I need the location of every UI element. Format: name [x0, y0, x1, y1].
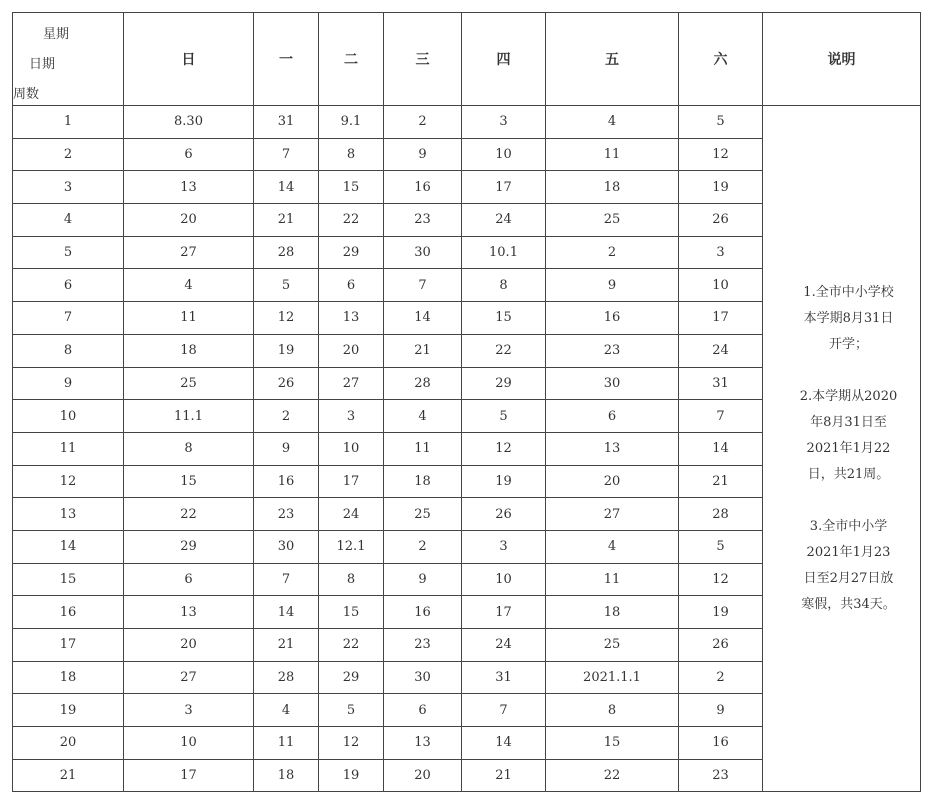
date-cell: 19	[679, 171, 763, 204]
day-header-friday: 五	[546, 13, 679, 106]
date-cell: 6	[546, 400, 679, 433]
date-cell: 30	[384, 661, 462, 694]
date-cell: 4	[254, 694, 319, 727]
date-cell: 11	[254, 727, 319, 760]
date-cell: 7	[679, 400, 763, 433]
date-cell: 23	[679, 759, 763, 792]
date-cell: 24	[462, 204, 546, 237]
corner-label-weekday: 星期	[43, 27, 70, 42]
date-cell: 19	[254, 334, 319, 367]
week-number-cell: 19	[13, 694, 124, 727]
week-number-cell: 9	[13, 367, 124, 400]
date-cell: 10	[679, 269, 763, 302]
date-cell: 19	[462, 465, 546, 498]
date-cell: 9	[679, 694, 763, 727]
date-cell: 26	[679, 629, 763, 662]
date-cell: 29	[319, 661, 384, 694]
date-cell: 3	[319, 400, 384, 433]
date-cell: 27	[124, 236, 254, 269]
date-cell: 3	[462, 106, 546, 139]
date-cell: 14	[384, 302, 462, 335]
date-cell: 20	[384, 759, 462, 792]
date-cell: 28	[384, 367, 462, 400]
date-cell: 3	[462, 530, 546, 563]
date-cell: 11	[124, 302, 254, 335]
note-line: 2021年1月23	[806, 544, 891, 560]
date-cell: 12.1	[319, 530, 384, 563]
week-number-cell: 10	[13, 400, 124, 433]
date-cell: 2021.1.1	[546, 661, 679, 694]
date-cell: 24	[319, 498, 384, 531]
date-cell: 10	[124, 727, 254, 760]
date-cell: 21	[384, 334, 462, 367]
date-cell: 15	[462, 302, 546, 335]
day-header-monday: 一	[254, 13, 319, 106]
week-number-cell: 3	[13, 171, 124, 204]
date-cell: 20	[546, 465, 679, 498]
date-cell: 22	[319, 204, 384, 237]
date-cell: 10	[462, 138, 546, 171]
date-cell: 29	[319, 236, 384, 269]
date-cell: 9.1	[319, 106, 384, 139]
week-number-cell: 11	[13, 432, 124, 465]
date-cell: 15	[124, 465, 254, 498]
date-cell: 8	[319, 138, 384, 171]
note-spacer	[777, 358, 920, 384]
date-cell: 8	[462, 269, 546, 302]
date-cell: 26	[462, 498, 546, 531]
date-cell: 6	[319, 269, 384, 302]
date-cell: 24	[679, 334, 763, 367]
date-cell: 8.30	[124, 106, 254, 139]
corner-label-week-number: 周数	[13, 87, 40, 102]
date-cell: 16	[384, 171, 462, 204]
date-cell: 2	[384, 530, 462, 563]
date-cell: 23	[254, 498, 319, 531]
date-cell: 7	[254, 138, 319, 171]
date-cell: 19	[319, 759, 384, 792]
week-number-cell: 13	[13, 498, 124, 531]
date-cell: 30	[384, 236, 462, 269]
date-cell: 10	[319, 432, 384, 465]
date-cell: 15	[319, 171, 384, 204]
day-header-wednesday: 三	[384, 13, 462, 106]
note-line: 日至2月27日放	[803, 570, 894, 586]
date-cell: 13	[319, 302, 384, 335]
date-cell: 6	[124, 138, 254, 171]
day-header-saturday: 六	[679, 13, 763, 106]
date-cell: 18	[384, 465, 462, 498]
week-number-cell: 21	[13, 759, 124, 792]
day-header-tuesday: 二	[319, 13, 384, 106]
notes-header: 说明	[763, 13, 921, 106]
date-cell: 16	[384, 596, 462, 629]
day-header-thursday: 四	[462, 13, 546, 106]
note-line: 3.全市中小学	[809, 518, 888, 534]
date-cell: 11	[546, 138, 679, 171]
date-cell: 13	[546, 432, 679, 465]
date-cell: 7	[254, 563, 319, 596]
date-cell: 27	[319, 367, 384, 400]
date-cell: 8	[124, 432, 254, 465]
date-cell: 2	[546, 236, 679, 269]
date-cell: 18	[546, 596, 679, 629]
note-line: 2021年1月22	[806, 440, 891, 456]
date-cell: 12	[319, 727, 384, 760]
week-number-cell: 12	[13, 465, 124, 498]
date-cell: 17	[462, 171, 546, 204]
date-cell: 23	[384, 629, 462, 662]
week-number-cell: 7	[13, 302, 124, 335]
date-cell: 29	[124, 530, 254, 563]
date-cell: 25	[546, 204, 679, 237]
date-cell: 29	[462, 367, 546, 400]
date-cell: 7	[462, 694, 546, 727]
date-cell: 8	[546, 694, 679, 727]
date-cell: 11	[546, 563, 679, 596]
header-row	[13, 13, 921, 106]
date-cell: 25	[546, 629, 679, 662]
table-row	[13, 106, 921, 139]
date-cell: 10.1	[462, 236, 546, 269]
date-cell: 18	[254, 759, 319, 792]
date-cell: 22	[462, 334, 546, 367]
date-cell: 25	[384, 498, 462, 531]
date-cell: 18	[546, 171, 679, 204]
date-cell: 21	[254, 629, 319, 662]
date-cell: 27	[546, 498, 679, 531]
date-cell: 30	[546, 367, 679, 400]
date-cell: 14	[254, 596, 319, 629]
date-cell: 15	[319, 596, 384, 629]
date-cell: 6	[384, 694, 462, 727]
notes-cell	[763, 106, 921, 792]
date-cell: 9	[384, 138, 462, 171]
date-cell: 28	[254, 236, 319, 269]
date-cell: 8	[319, 563, 384, 596]
date-cell: 16	[254, 465, 319, 498]
corner-header-cell	[13, 13, 124, 106]
day-header-sunday: 日	[124, 13, 254, 106]
date-cell: 31	[254, 106, 319, 139]
date-cell: 25	[124, 367, 254, 400]
date-cell: 20	[124, 204, 254, 237]
date-cell: 18	[124, 334, 254, 367]
date-cell: 17	[679, 302, 763, 335]
date-cell: 24	[462, 629, 546, 662]
week-number-cell: 8	[13, 334, 124, 367]
date-cell: 12	[254, 302, 319, 335]
note-line: 本学期8月31日	[803, 310, 894, 326]
date-cell: 22	[124, 498, 254, 531]
date-cell: 7	[384, 269, 462, 302]
date-cell: 9	[384, 563, 462, 596]
date-cell: 19	[679, 596, 763, 629]
date-cell: 31	[462, 661, 546, 694]
date-cell: 17	[124, 759, 254, 792]
date-cell: 12	[679, 138, 763, 171]
corner-label-date: 日期	[29, 57, 56, 72]
calendar-body	[13, 106, 921, 792]
date-cell: 14	[679, 432, 763, 465]
date-cell: 12	[462, 432, 546, 465]
date-cell: 11	[384, 432, 462, 465]
date-cell: 21	[254, 204, 319, 237]
week-number-cell: 17	[13, 629, 124, 662]
date-cell: 2	[254, 400, 319, 433]
date-cell: 16	[679, 727, 763, 760]
date-cell: 28	[254, 661, 319, 694]
note-spacer	[777, 488, 920, 514]
date-cell: 20	[319, 334, 384, 367]
date-cell: 15	[546, 727, 679, 760]
date-cell: 27	[124, 661, 254, 694]
date-cell: 26	[679, 204, 763, 237]
note-line: 开学；	[828, 336, 868, 352]
date-cell: 9	[546, 269, 679, 302]
date-cell: 6	[124, 563, 254, 596]
note-line: 日，共21周。	[807, 466, 890, 482]
date-cell: 28	[679, 498, 763, 531]
week-number-cell: 4	[13, 204, 124, 237]
date-cell: 17	[462, 596, 546, 629]
date-cell: 17	[319, 465, 384, 498]
date-cell: 4	[546, 106, 679, 139]
week-number-cell: 1	[13, 106, 124, 139]
date-cell: 9	[254, 432, 319, 465]
date-cell: 22	[319, 629, 384, 662]
date-cell: 12	[679, 563, 763, 596]
date-cell: 20	[124, 629, 254, 662]
date-cell: 31	[679, 367, 763, 400]
week-number-cell: 6	[13, 269, 124, 302]
date-cell: 4	[124, 269, 254, 302]
date-cell: 4	[546, 530, 679, 563]
note-line: 1.全市中小学校	[803, 284, 894, 300]
date-cell: 10	[462, 563, 546, 596]
date-cell: 5	[679, 106, 763, 139]
date-cell: 13	[124, 171, 254, 204]
week-number-cell: 14	[13, 530, 124, 563]
date-cell: 21	[679, 465, 763, 498]
date-cell: 5	[319, 694, 384, 727]
date-cell: 3	[679, 236, 763, 269]
date-cell: 2	[384, 106, 462, 139]
date-cell: 4	[384, 400, 462, 433]
date-cell: 16	[546, 302, 679, 335]
school-calendar-table	[12, 12, 921, 792]
date-cell: 5	[462, 400, 546, 433]
week-number-cell: 5	[13, 236, 124, 269]
week-number-cell: 18	[13, 661, 124, 694]
date-cell: 23	[546, 334, 679, 367]
week-number-cell: 20	[13, 727, 124, 760]
date-cell: 26	[254, 367, 319, 400]
date-cell: 14	[254, 171, 319, 204]
week-number-cell: 2	[13, 138, 124, 171]
date-cell: 5	[254, 269, 319, 302]
date-cell: 14	[462, 727, 546, 760]
date-cell: 21	[462, 759, 546, 792]
date-cell: 3	[124, 694, 254, 727]
note-line: 寒假，共34天。	[801, 596, 896, 612]
note-line: 年8月31日至	[810, 414, 887, 430]
date-cell: 23	[384, 204, 462, 237]
date-cell: 2	[679, 661, 763, 694]
note-line: 2.本学期从2020	[799, 388, 898, 404]
date-cell: 5	[679, 530, 763, 563]
date-cell: 13	[124, 596, 254, 629]
week-number-cell: 16	[13, 596, 124, 629]
date-cell: 30	[254, 530, 319, 563]
date-cell: 13	[384, 727, 462, 760]
date-cell: 11.1	[124, 400, 254, 433]
week-number-cell: 15	[13, 563, 124, 596]
date-cell: 22	[546, 759, 679, 792]
